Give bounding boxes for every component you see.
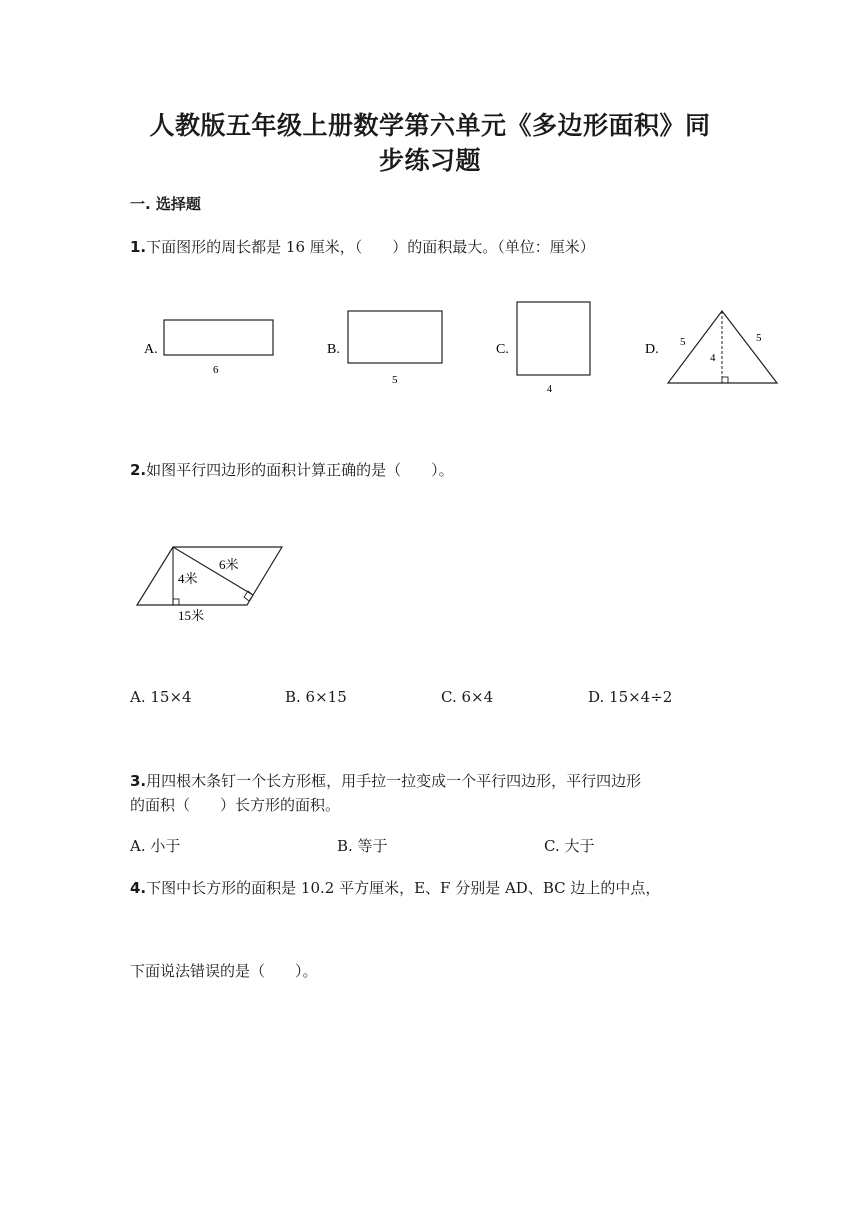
q2-parallelogram-figure	[0, 540, 320, 630]
q3-option-c[interactable]: C. 大于	[544, 837, 595, 855]
q3-option-b[interactable]: B. 等于	[337, 837, 388, 855]
question-4-line-2: 下面说法错误的是（ ）。	[130, 962, 318, 980]
question-number: 4.	[130, 879, 147, 897]
figure-a-side-label: 6	[213, 364, 219, 376]
figure-b-side-label: 5	[392, 374, 398, 386]
question-1	[130, 236, 595, 257]
figure-d-left-side-label: 5	[680, 336, 686, 348]
base-label: 15米	[178, 608, 205, 623]
diagonal-label: 6米	[219, 557, 239, 572]
figure-d-right-side-label: 5	[756, 332, 762, 344]
question-number: 2.	[130, 461, 147, 479]
question-text: 下面图形的周长都是 16 厘米，（ ）的面积最大。（单位：厘米）	[146, 238, 595, 256]
question-text-line-1: 下图中长方形的面积是 10.2 平方厘米，E、F 分别是 AD、BC 边上的中点，	[146, 879, 661, 897]
figure-a-letter: A.	[144, 342, 158, 357]
question-text-line-1: 用四根木条钉一个长方形框，用手拉一拉变成一个平行四边形，平行四边形	[146, 772, 642, 790]
figure-d-triangle	[645, 311, 777, 383]
q3-option-a[interactable]: A. 小于	[130, 837, 181, 855]
question-text: 如图平行四边形的面积计算正确的是（ ）。	[146, 461, 454, 479]
q2-option-b[interactable]: B. 6×15	[285, 688, 347, 706]
page-title-line-1: 人教版五年级上册数学第六单元《多边形面积》同	[149, 111, 711, 140]
q1-figures	[0, 290, 860, 400]
figure-b-rectangle	[327, 311, 442, 386]
page-title-line-2: 步练习题	[378, 146, 481, 175]
question-4	[130, 877, 660, 898]
figure-d-height-label: 4	[710, 352, 716, 364]
height-label: 4米	[178, 571, 198, 586]
question-number: 1.	[130, 238, 147, 256]
question-3-line-2: 的面积（ ）长方形的面积。	[130, 796, 341, 814]
figure-c-letter: C.	[496, 342, 509, 357]
figure-b-letter: B.	[327, 342, 340, 357]
q2-option-a[interactable]: A. 15×4	[130, 688, 192, 706]
figure-a-rectangle	[144, 320, 273, 376]
figure-c-side-label: 4	[547, 384, 552, 395]
section-heading: 一. 选择题	[130, 195, 201, 213]
question-number: 3.	[130, 772, 147, 790]
figure-c-square	[496, 302, 590, 395]
q2-option-c[interactable]: C. 6×4	[441, 688, 494, 706]
question-2	[130, 459, 454, 480]
figure-d-letter: D.	[645, 342, 659, 357]
question-3	[130, 770, 641, 791]
q2-option-d[interactable]: D. 15×4÷2	[588, 688, 673, 706]
